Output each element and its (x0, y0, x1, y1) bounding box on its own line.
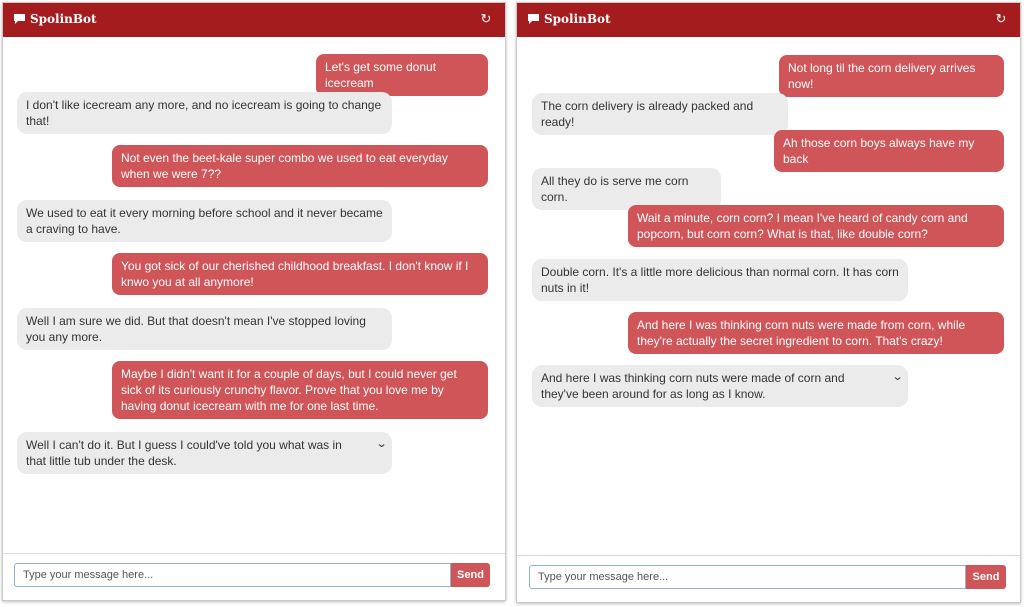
bot-message: Well I can't do it. But I guess I could've told you what was in that little tub under the desk. ⌄ (17, 432, 392, 474)
chat-bubble-icon (527, 13, 540, 25)
message-list (517, 37, 1020, 556)
user-message: Not even the beet-kale super combo we used to eat everyday when we were 7?? (112, 145, 488, 187)
bot-message: And here I was thinking corn nuts were made of corn and they've been around for as long as I know. ⌄ (532, 365, 908, 407)
user-message: Let's get some donut icecream (316, 54, 488, 96)
message-composer (517, 555, 1020, 602)
chat-header (3, 3, 505, 37)
chevron-down-icon[interactable]: ⌄ (375, 438, 388, 450)
chat-panel-left (2, 2, 506, 601)
refresh-icon[interactable]: ↻ (480, 11, 492, 26)
user-message: Maybe I didn't want it for a couple of days, but I could never get sick of its curiously crunchy flavor. Prove that you love me by having donut icecream with me for one last time. (112, 361, 488, 419)
chat-panel-right (516, 2, 1021, 603)
bot-message: The corn delivery is already packed and ready! (532, 93, 788, 135)
user-message: You got sick of our cherished childhood breakfast. I don't know if I knwo you at all anymore! (112, 253, 488, 295)
refresh-icon[interactable]: ↻ (995, 11, 1007, 26)
send-button[interactable]: Send (966, 565, 1006, 589)
chat-bubble-icon (13, 13, 26, 25)
chat-title: SpolinBot (30, 12, 97, 26)
message-input[interactable] (529, 565, 966, 589)
bot-message: We used to eat it every morning before school and it never became a craving to have. (17, 200, 392, 242)
chat-title: SpolinBot (544, 12, 611, 26)
user-message: Wait a minute, corn corn? I mean I've heard of candy corn and popcorn, but corn corn? What is that, like double corn? (628, 205, 1004, 247)
message-composer (3, 553, 505, 600)
user-message: Not long til the corn delivery arrives now! (779, 55, 1004, 97)
chevron-down-icon[interactable]: ⌄ (891, 371, 904, 383)
bot-message: All they do is serve me corn corn. (532, 168, 721, 210)
user-message: And here I was thinking corn nuts were made from corn, while they're actually the secret ingredient to corn. That's crazy! (628, 312, 1004, 354)
message-list (3, 37, 505, 554)
bot-message: Double corn. It's a little more delicious than normal corn. It has corn nuts in it! (532, 259, 908, 301)
bot-message: Well I am sure we did. But that doesn't mean I've stopped loving you any more. (17, 308, 392, 350)
chat-header (517, 3, 1020, 37)
user-message: Ah those corn boys always have my back (774, 130, 1004, 172)
message-input[interactable] (14, 563, 451, 587)
bot-message: I don't like icecream any more, and no icecream is going to change that! (17, 92, 392, 134)
send-button[interactable]: Send (451, 563, 490, 587)
